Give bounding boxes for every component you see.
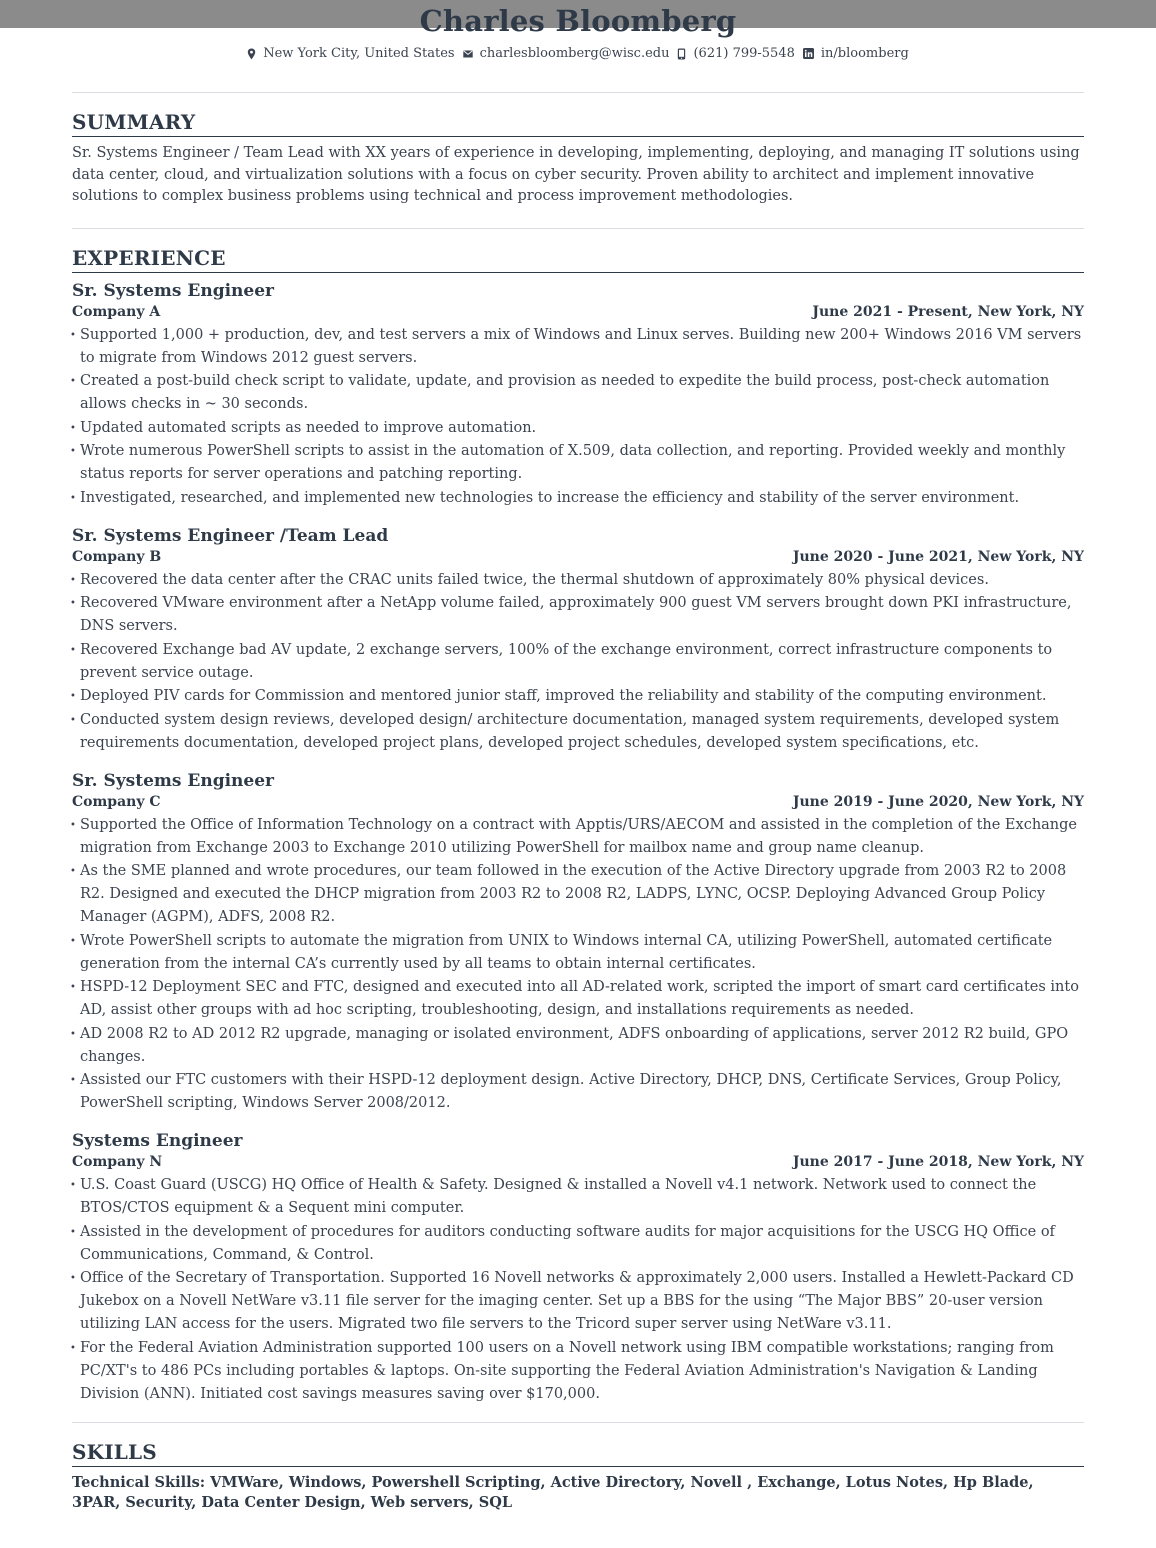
job-company: Company A (72, 303, 161, 320)
job-bullet: • Assisted our FTC customers with their HSPD-12 deployment design. Active Directory, DHCP, DNS, Certificate Services, Group Policy, PowerShell scripting, Windows Server 2008/2012. (72, 1069, 1084, 1115)
job-company: Company N (72, 1154, 163, 1170)
job-bullets (72, 1174, 1084, 1406)
skills-text: Technical Skills: VMWare, Windows, Powershell Scripting, Active Directory, Novell , Exchange, Lotus Notes, Hp Blade, 3PAR, Security, Data Center Design, Web servers, SQL (72, 1473, 1034, 1511)
contact-phone[interactable] (677, 46, 794, 61)
job-meta (72, 547, 1084, 567)
job-bullet: • Office of the Secretary of Transportation. Supported 16 Novell networks & approximately 2,000 users. Installed a Hewlett-Packard CD Jukebox on a Novell NetWare v3.11 file server for the imaging center. Set up a BBS for the using “The Major BBS” 20-user version utilizing LAN access for the users. Migrated two file servers to the Tricord super server using NetWare v3.11. (72, 1267, 1084, 1336)
job-bullet: • Wrote numerous PowerShell scripts to assist in the automation of X.509, data collection, and reporting. Provided weekly and monthly status reports for server operations and patching reporting. (72, 440, 1084, 486)
job-company: Company C (72, 793, 161, 810)
contact-email[interactable] (463, 46, 670, 61)
job-bullet: • As the SME planned and wrote procedures, our team followed in the execution of the Active Directory upgrade from 2003 R2 to 2008 R2. Designed and executed the DHCP migration from 2003 R2 to 2008 R2, LADPS, LYNC, OCSP. Deploying Advanced Group Policy Manager (AGPM), ADFS, 2008 R2. (72, 860, 1084, 929)
job-entry (72, 1130, 1084, 1406)
job-bullet: • Created a post-build check script to validate, update, and provision as needed to expedite the build process, post-check automation allows checks in ~ 30 seconds. (72, 370, 1084, 416)
contact-location (247, 46, 454, 61)
experience-section (72, 245, 1084, 1406)
job-title: Sr. Systems Engineer (72, 770, 274, 791)
candidate-name: Charles Bloomberg (419, 4, 737, 38)
job-bullet: • Wrote PowerShell scripts to automate the migration from UNIX to Windows internal CA, utilizing PowerShell, automated certificate generation from the internal CA’s currently used by all teams to obtain internal certificates. (72, 930, 1084, 976)
job-dates-location: June 2020 - June 2021, New York, NY (792, 548, 1084, 565)
job-bullet: • Deployed PIV cards for Commission and mentored junior staff, improved the reliability and stability of the computing environment. (72, 685, 1084, 708)
job-meta (72, 792, 1084, 812)
job-bullet: • Supported 1,000 + production, dev, and test servers a mix of Windows and Linux serves. Building new 200+ Windows 2016 VM servers to migrate from Windows 2012 guest servers. (72, 324, 1084, 370)
job-title: Sr. Systems Engineer (72, 280, 274, 301)
divider (72, 228, 1084, 229)
job-bullet: • Recovered Exchange bad AV update, 2 exchange servers, 100% of the exchange environment, correct infrastructure components to prevent service outage. (72, 639, 1084, 685)
job-meta (72, 1152, 1084, 1172)
job-bullet: • AD 2008 R2 to AD 2012 R2 upgrade, managing or isolated environment, ADFS onboarding of applications, server 2012 R2 build, GPO changes. (72, 1023, 1084, 1069)
job-bullets (72, 324, 1084, 510)
job-bullet: • Investigated, researched, and implemented new technologies to increase the efficiency and stability of the server environment. (72, 487, 1084, 510)
job-bullets (72, 814, 1084, 1116)
contact-phone-text[interactable]: (621) 799-5548 (693, 46, 795, 61)
job-dates-location: June 2021 - Present, New York, NY (812, 303, 1084, 320)
job-title: Sr. Systems Engineer /Team Lead (72, 525, 389, 546)
job-bullet: • Recovered VMware environment after a NetApp volume failed, approximately 900 guest VM servers brought down PKI infrastructure, DNS servers. (72, 592, 1084, 638)
summary-text: Sr. Systems Engineer / Team Lead with XX years of experience in developing, implementing, deploying, and managing IT solutions using data center, cloud, and virtualization solutions with a focus on cyber security. Proven ability to architect and implement innovative solutions to complex business problems using technical and process improvement methodologies. (72, 145, 1080, 204)
contact-row (0, 46, 1156, 61)
job-dates-location: June 2019 - June 2020, New York, NY (792, 793, 1084, 810)
job-bullet: • Supported the Office of Information Technology on a contract with Apptis/URS/AECOM and assisted in the completion of the Exchange migration from Exchange 2003 to Exchange 2010 utilizing PowerShell for mailbox name and group name cleanup. (72, 814, 1084, 860)
job-entry (72, 770, 1084, 1116)
job-bullets (72, 569, 1084, 755)
mail-icon (463, 50, 473, 58)
job-bullet: • U.S. Coast Guard (USCG) HQ Office of Health & Safety. Designed & installed a Novell v4.1 network. Network used to connect the BTOS/CTOS equipment & a Sequent mini computer. (72, 1174, 1084, 1220)
job-title: Systems Engineer (72, 1131, 243, 1151)
summary-heading: SUMMARY (72, 109, 1084, 137)
job-bullet: • For the Federal Aviation Administration supported 100 users on a Novell network using IBM compatible workstations; ranging from PC/XT's to 486 PCs including portables & laptops. On-site supporting the Federal Aviation Administration's Navigation & Landing Division (ANN). Initiated cost savings measures saving over $170,000. (72, 1337, 1084, 1406)
resume-content (72, 92, 1084, 1513)
experience-heading: EXPERIENCE (72, 245, 1084, 273)
linkedin-icon (803, 48, 814, 59)
phone-icon (677, 48, 686, 60)
contact-email-text[interactable]: charlesbloomberg@wisc.edu (479, 46, 670, 61)
contact-linkedin[interactable] (803, 46, 909, 61)
job-bullet: • Recovered the data center after the CRAC units failed twice, the thermal shutdown of approximately 80% physical devices. (72, 569, 1084, 592)
divider (72, 1422, 1084, 1423)
job-entry (72, 280, 1084, 510)
job-bullet: • Assisted in the development of procedures for auditors conducting software audits for major acquisitions for the USCG HQ Office of Communications, Command, & Control. (72, 1221, 1084, 1267)
job-meta (72, 302, 1084, 322)
divider (72, 92, 1084, 93)
contact-linkedin-text[interactable]: in/bloomberg (820, 46, 909, 61)
job-company: Company B (72, 548, 162, 565)
skills-heading: SKILLS (72, 1439, 1084, 1467)
job-bullet: • HSPD-12 Deployment SEC and FTC, designed and executed into all AD-related work, scripted the import of smart card certificates into AD, assist other groups with ad hoc scripting, troubleshooting, design, and installations requirements as needed. (72, 976, 1084, 1022)
job-dates-location: June 2017 - June 2018, New York, NY (792, 1154, 1084, 1170)
contact-location-text: New York City, United States (263, 46, 455, 61)
summary-section (72, 109, 1084, 208)
map-pin-icon (247, 48, 256, 60)
job-bullet: • Updated automated scripts as needed to improve automation. (72, 417, 1084, 440)
job-entry (72, 525, 1084, 755)
skills-section (72, 1439, 1084, 1513)
job-bullet: • Conducted system design reviews, developed design/ architecture documentation, managed system requirements, developed system requirements documentation, developed project plans, developed project schedules, developed system specifications, etc. (72, 709, 1084, 755)
